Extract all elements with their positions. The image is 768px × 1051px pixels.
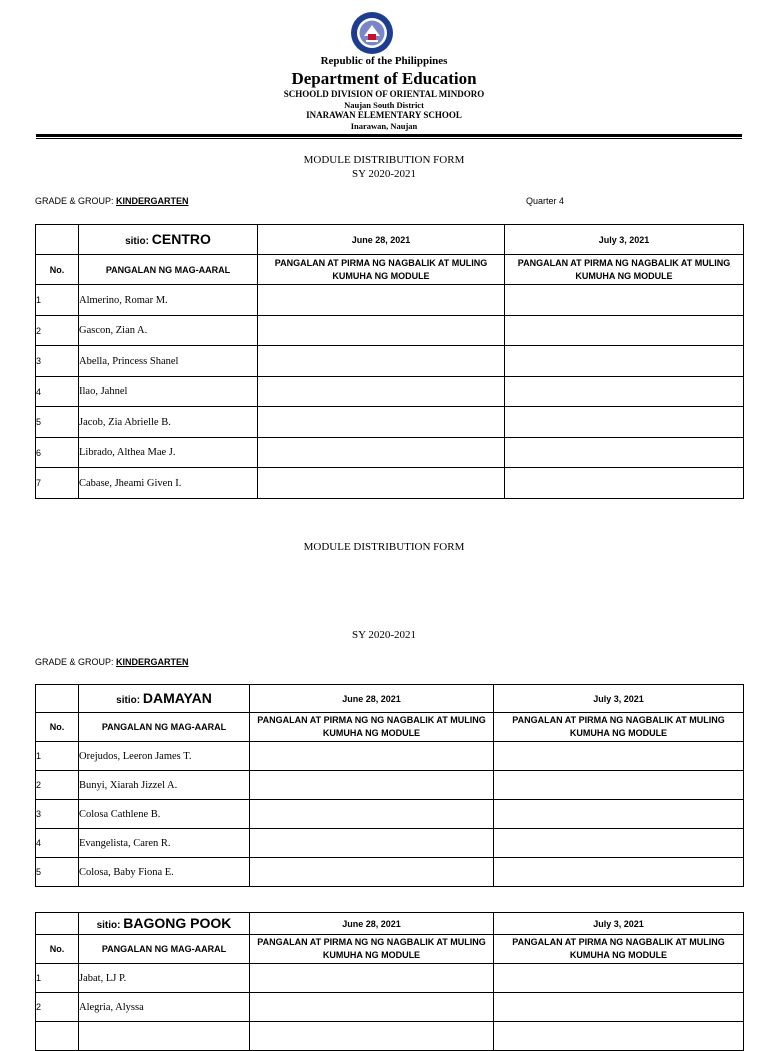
department-title: Department of Education — [291, 69, 477, 88]
row-number: 3 — [36, 346, 79, 377]
school-text: INARAWAN ELEMENTARY SCHOOL — [306, 110, 462, 120]
date-header: July 3, 2021 — [494, 913, 744, 935]
col-signature-header: PANGALAN AT PIRMA NG NG NAGBALIK AT MULING KUMUHA NG MODULE — [250, 935, 494, 964]
table-row — [36, 858, 744, 887]
col-signature-header: PANGALAN AT PIRMA NG NAGBALIK AT MULING KUMUHA NG MODULE — [505, 255, 744, 285]
location-text: Inarawan, Naujan — [350, 121, 418, 131]
table-row — [36, 285, 744, 316]
row-number: 2 — [36, 316, 79, 346]
signature-cell[interactable] — [258, 346, 505, 377]
empty-cell — [36, 225, 79, 255]
signature-cell[interactable] — [505, 316, 744, 346]
table-row — [36, 800, 744, 829]
division-text: SCHOOLD DIVISION OF ORIENTAL MINDORO — [283, 89, 485, 99]
table-header-row — [36, 685, 744, 713]
district-text: Naujan South District — [344, 100, 424, 110]
col-student-header: PANGALAN NG MAG-AARAL — [79, 255, 258, 285]
sitio-name: BAGONG POOK — [123, 914, 232, 931]
signature-cell[interactable] — [250, 771, 494, 800]
table-row — [36, 771, 744, 800]
signature-cell[interactable] — [258, 377, 505, 407]
signature-cell[interactable] — [505, 346, 744, 377]
school-year: SY 2020-2021 — [351, 168, 417, 180]
student-name: Gascon, Zian A. — [79, 316, 258, 346]
row-number: 4 — [36, 377, 79, 407]
student-name: Colosa, Baby Fiona E. — [79, 858, 250, 887]
date-header: June 28, 2021 — [250, 913, 494, 935]
col-signature-header: PANGALAN AT PIRMA NG NG NAGBALIK AT MULING KUMUHA NG MODULE — [250, 713, 494, 742]
signature-cell[interactable] — [250, 993, 494, 1022]
signature-cell[interactable] — [250, 800, 494, 829]
row-number: 2 — [36, 771, 79, 800]
signature-cell[interactable] — [494, 993, 744, 1022]
signature-cell[interactable] — [258, 316, 505, 346]
student-name: Librado, Althea Mae J. — [79, 438, 258, 468]
signature-cell[interactable] — [258, 438, 505, 468]
col-signature-header: PANGALAN AT PIRMA NG NAGBALIK AT MULING KUMUHA NG MODULE — [494, 935, 744, 964]
col-student-header: PANGALAN NG MAG-AARAL — [79, 713, 250, 742]
header-divider — [36, 134, 742, 137]
date-header: June 28, 2021 — [250, 685, 494, 713]
table-row — [36, 829, 744, 858]
signature-cell[interactable] — [494, 829, 744, 858]
row-number: 7 — [36, 468, 79, 499]
student-name: Jabat, LJ P. — [79, 964, 250, 993]
row-number — [36, 1022, 79, 1051]
table-row — [36, 438, 744, 468]
grade-group-label: GRADE & GROUP: — [35, 196, 117, 206]
signature-cell[interactable] — [494, 964, 744, 993]
student-name: Colosa Cathlene B. — [79, 800, 250, 829]
col-signature-header: PANGALAN AT PIRMA NG NAGBALIK AT MULING KUMUHA NG MODULE — [494, 713, 744, 742]
student-name: Abella, Princess Shanel — [79, 346, 258, 377]
signature-cell[interactable] — [494, 800, 744, 829]
sitio-name: DAMAYAN — [142, 689, 212, 706]
student-name: Ilao, Jahnel — [79, 377, 258, 407]
table-header-row — [36, 935, 744, 964]
table-header-row — [36, 225, 744, 255]
signature-cell[interactable] — [494, 1022, 744, 1051]
signature-cell[interactable] — [494, 742, 744, 771]
col-no-header: No. — [36, 713, 79, 742]
signature-cell[interactable] — [505, 407, 744, 438]
table-row — [36, 993, 744, 1022]
row-number: 6 — [36, 438, 79, 468]
table-row — [36, 742, 744, 771]
school-year: SY 2020-2021 — [351, 629, 417, 641]
sitio-name: CENTRO — [151, 230, 211, 247]
signature-cell[interactable] — [494, 771, 744, 800]
table-row — [36, 346, 744, 377]
signature-cell[interactable] — [250, 829, 494, 858]
header-divider-thin — [36, 138, 742, 139]
table-row — [36, 377, 744, 407]
signature-cell[interactable] — [258, 468, 505, 499]
col-no-header: No. — [36, 935, 79, 964]
table-row — [36, 468, 744, 499]
row-number: 1 — [36, 285, 79, 316]
row-number: 3 — [36, 800, 79, 829]
quarter-text: Quarter 4 — [526, 196, 565, 206]
col-signature-header: PANGALAN AT PIRMA NG NAGBALIK AT MULING KUMUHA NG MODULE — [258, 255, 505, 285]
empty-cell — [36, 685, 79, 713]
table-row — [36, 964, 744, 993]
table-header-row — [36, 913, 744, 935]
student-name: Evangelista, Caren R. — [79, 829, 250, 858]
grade-group-line — [35, 657, 189, 667]
table-row — [36, 1022, 744, 1051]
student-name — [79, 1022, 250, 1051]
student-name: Cabase, Jheami Given I. — [79, 468, 258, 499]
centro-table — [35, 224, 744, 499]
sitio-label: sitio: — [125, 235, 152, 247]
col-no-header: No. — [36, 255, 79, 285]
empty-cell — [36, 913, 79, 935]
form-title: MODULE DISTRIBUTION FORM — [303, 154, 465, 166]
row-number: 2 — [36, 993, 79, 1022]
date-header: July 3, 2021 — [494, 685, 744, 713]
signature-cell[interactable] — [250, 858, 494, 887]
table-row — [36, 407, 744, 438]
sitio-cell — [79, 225, 258, 255]
sitio-cell — [79, 913, 250, 935]
grade-group-value: KINDERGARTEN — [116, 657, 189, 667]
grade-group-value: KINDERGARTEN — [116, 196, 189, 206]
col-student-header: PANGALAN NG MAG-AARAL — [79, 935, 250, 964]
table-row — [36, 316, 744, 346]
grade-group-label: GRADE & GROUP: — [35, 657, 117, 667]
signature-cell[interactable] — [505, 285, 744, 316]
signature-cell[interactable] — [505, 468, 744, 499]
sitio-label: sitio: — [116, 694, 143, 706]
row-number: 5 — [36, 407, 79, 438]
signature-cell[interactable] — [505, 438, 744, 468]
sitio-cell — [79, 685, 250, 713]
row-number: 1 — [36, 964, 79, 993]
sitio-label: sitio: — [96, 919, 124, 931]
date-header: July 3, 2021 — [505, 225, 744, 255]
student-name: Bunyi, Xiarah Jizzel A. — [79, 771, 250, 800]
grade-group-line — [35, 196, 189, 206]
student-name: Almerino, Romar M. — [79, 285, 258, 316]
signature-cell[interactable] — [494, 858, 744, 887]
republic-text: Republic of the Philippines — [320, 55, 448, 67]
table-header-row — [36, 713, 744, 742]
row-number: 5 — [36, 858, 79, 887]
signature-cell[interactable] — [250, 964, 494, 993]
signature-cell[interactable] — [250, 742, 494, 771]
row-number: 4 — [36, 829, 79, 858]
form-title: MODULE DISTRIBUTION FORM — [303, 541, 465, 553]
signature-cell[interactable] — [250, 1022, 494, 1051]
table-header-row — [36, 255, 744, 285]
student-name: Jacob, Zia Abrielle B. — [79, 407, 258, 438]
date-header: June 28, 2021 — [258, 225, 505, 255]
bagong-pook-table — [35, 912, 744, 1051]
deped-seal-icon — [344, 10, 400, 56]
signature-cell[interactable] — [258, 407, 505, 438]
signature-cell[interactable] — [505, 377, 744, 407]
student-name: Orejudos, Leeron James T. — [79, 742, 250, 771]
damayan-table — [35, 684, 744, 887]
signature-cell[interactable] — [258, 285, 505, 316]
student-name: Alegria, Alyssa — [79, 993, 250, 1022]
row-number: 1 — [36, 742, 79, 771]
